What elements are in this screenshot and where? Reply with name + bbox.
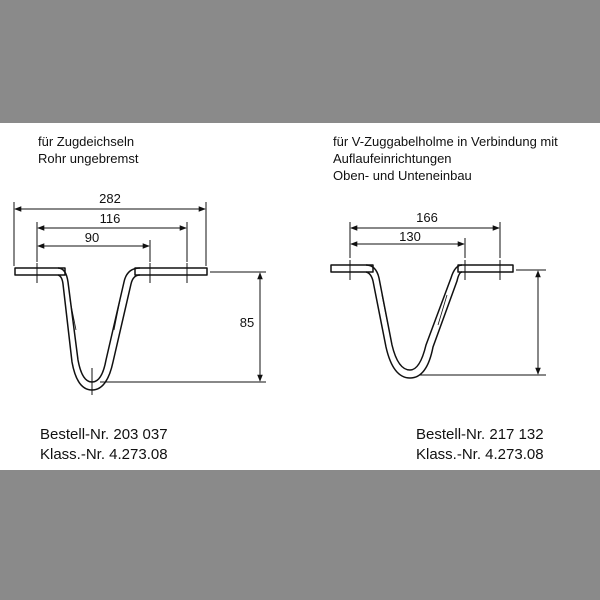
- left-order-info: [40, 425, 168, 465]
- left-profile-inner: [58, 275, 140, 390]
- left-dimensions: [14, 202, 266, 382]
- right-description-line-3: Oben- und Unteneinbau: [333, 168, 472, 183]
- right-shading: [382, 295, 447, 325]
- left-profile-outer: [58, 268, 140, 382]
- right-class-number: Klass.-Nr. 4.273.08: [416, 446, 544, 463]
- right-flange-right: [458, 265, 513, 272]
- right-description-line-1: für V-Zuggabelholme in Verbindung mit: [333, 134, 558, 149]
- left-description-line-1: für Zugdeichseln: [38, 134, 135, 149]
- right-description-line-2: Auflaufeinrichtungen: [333, 151, 452, 166]
- dim-label-85: 85: [239, 315, 255, 330]
- right-order-info: [416, 425, 544, 465]
- left-bracket: [15, 268, 207, 390]
- dim-label-90: 90: [84, 230, 100, 245]
- left-order-number: Bestell-Nr. 203 037: [40, 426, 168, 443]
- left-shading: [70, 300, 120, 330]
- right-dimensions: [350, 222, 546, 375]
- dim-label-282: 282: [99, 191, 121, 206]
- left-class-number: Klass.-Nr. 4.273.08: [40, 446, 168, 463]
- right-flange-left: [331, 265, 373, 272]
- left-description-line-2: Rohr ungebremst: [38, 151, 139, 166]
- left-flange-right: [135, 268, 207, 275]
- right-bracket: [331, 265, 513, 378]
- left-flange-left: [15, 268, 65, 275]
- dim-label-116: 116: [99, 211, 121, 226]
- dim-label-130: 130: [399, 229, 421, 244]
- dim-label-166: 166: [416, 210, 438, 225]
- left-hole-marks: [37, 263, 187, 395]
- right-order-number: Bestell-Nr. 217 132: [416, 426, 544, 443]
